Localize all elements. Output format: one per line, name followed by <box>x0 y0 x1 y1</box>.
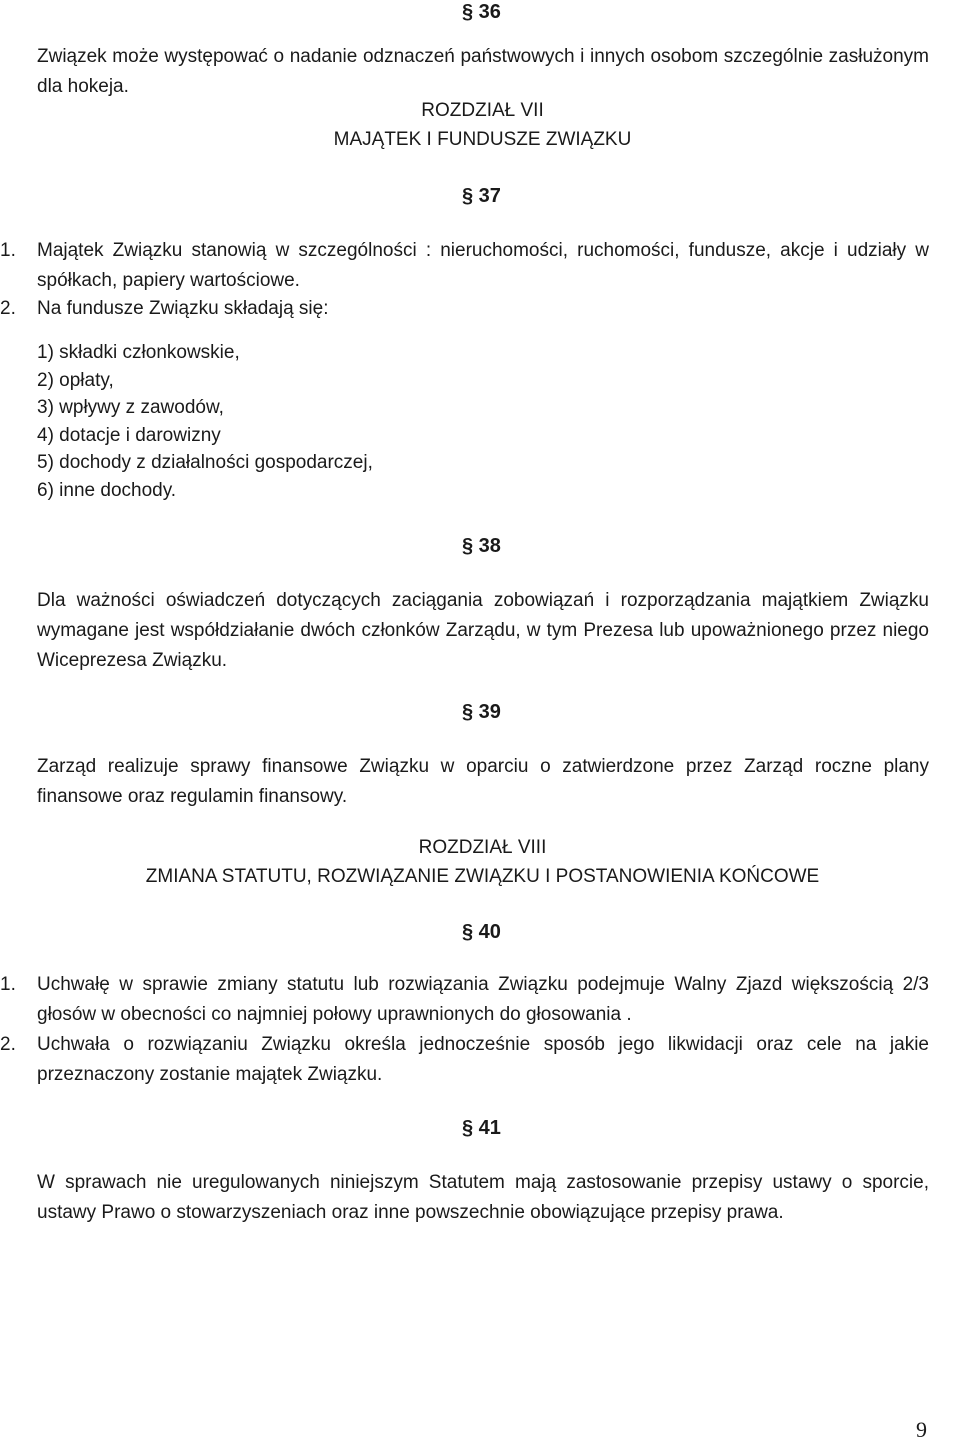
chapter-7-subtitle: MAJĄTEK I FUNDUSZE ZWIĄZKU <box>333 129 632 150</box>
section-39-heading: § 39 <box>462 701 501 723</box>
section-36-heading: § 36 <box>462 1 501 23</box>
list-item: 4) dotacje i darowizny <box>37 424 221 446</box>
section-39-text: Zarząd realizuje sprawy finansowe Związku w oparciu o zatwierdzone przez Zarząd roczne plany finansowe oraz regulamin finansowy. <box>37 756 929 807</box>
list-item: 6) inne dochody. <box>37 479 177 501</box>
list-item: 2) opłaty, <box>37 369 114 391</box>
list-item: 1) składki członkowskie, <box>37 342 240 363</box>
item-number: 1. <box>0 240 16 261</box>
item-number: 2. <box>0 298 16 319</box>
item-text: Uchwałę w sprawie zmiany statutu lub rozwiązania Związku podejmuje Walny Zjazd większością 2/3 głosów w obecności co najmniej połowy uprawnionych do głosowania . <box>37 974 929 1025</box>
list-item: 3) wpływy z zawodów, <box>37 397 224 418</box>
chapter-8-title: ROZDZIAŁ VIII <box>418 837 547 858</box>
section-38-text: Dla ważności oświadczeń dotyczących zaciągania zobowiązań i rozporządzania majątkiem Związku wymagane jest współdziałanie dwóch członków Zarządu, w tym Prezesa lub upoważnionego przez niego Wiceprezesa Związku. <box>37 590 929 671</box>
section-41-heading: § 41 <box>462 1117 501 1139</box>
section-41-text: W sprawach nie uregulowanych niniejszym Statutem mają zastosowanie przepisy ustawy o sporcie, ustawy Prawo o stowarzyszeniach oraz inne powszechnie obowiązujące przepisy prawa. <box>37 1172 929 1223</box>
chapter-8-subtitle: ZMIANA STATUTU, ROZWIĄZANIE ZWIĄZKU I POSTANOWIENIA KOŃCOWE <box>145 866 820 887</box>
funds-list <box>37 339 373 504</box>
section-38-heading: § 38 <box>462 535 501 557</box>
section-40-heading: § 40 <box>462 921 501 943</box>
section-37-heading: § 37 <box>462 185 501 207</box>
list-item: 5) dochody z działalności gospodarczej, <box>37 452 373 473</box>
page-number: 9 <box>916 1417 927 1442</box>
item-number: 2. <box>0 1034 16 1055</box>
chapter-7-title: ROZDZIAŁ VII <box>421 100 544 121</box>
section-36-text: Związek może występować o nadanie odznaczeń państwowych i innych osobom szczególnie zasłużonym dla hokeja. <box>37 46 929 97</box>
item-text: Majątek Związku stanowią w szczególności : nieruchomości, ruchomości, fundusze, akcje i udziały w spółkach, papiery wartościowe. <box>37 240 929 291</box>
item-text: Na fundusze Związku składają się: <box>37 298 329 319</box>
item-text: Uchwała o rozwiązaniu Związku określa jednocześnie sposób jego likwidacji oraz cele na jakie przeznaczony zostanie majątek Związku. <box>37 1034 929 1085</box>
item-number: 1. <box>0 974 16 995</box>
